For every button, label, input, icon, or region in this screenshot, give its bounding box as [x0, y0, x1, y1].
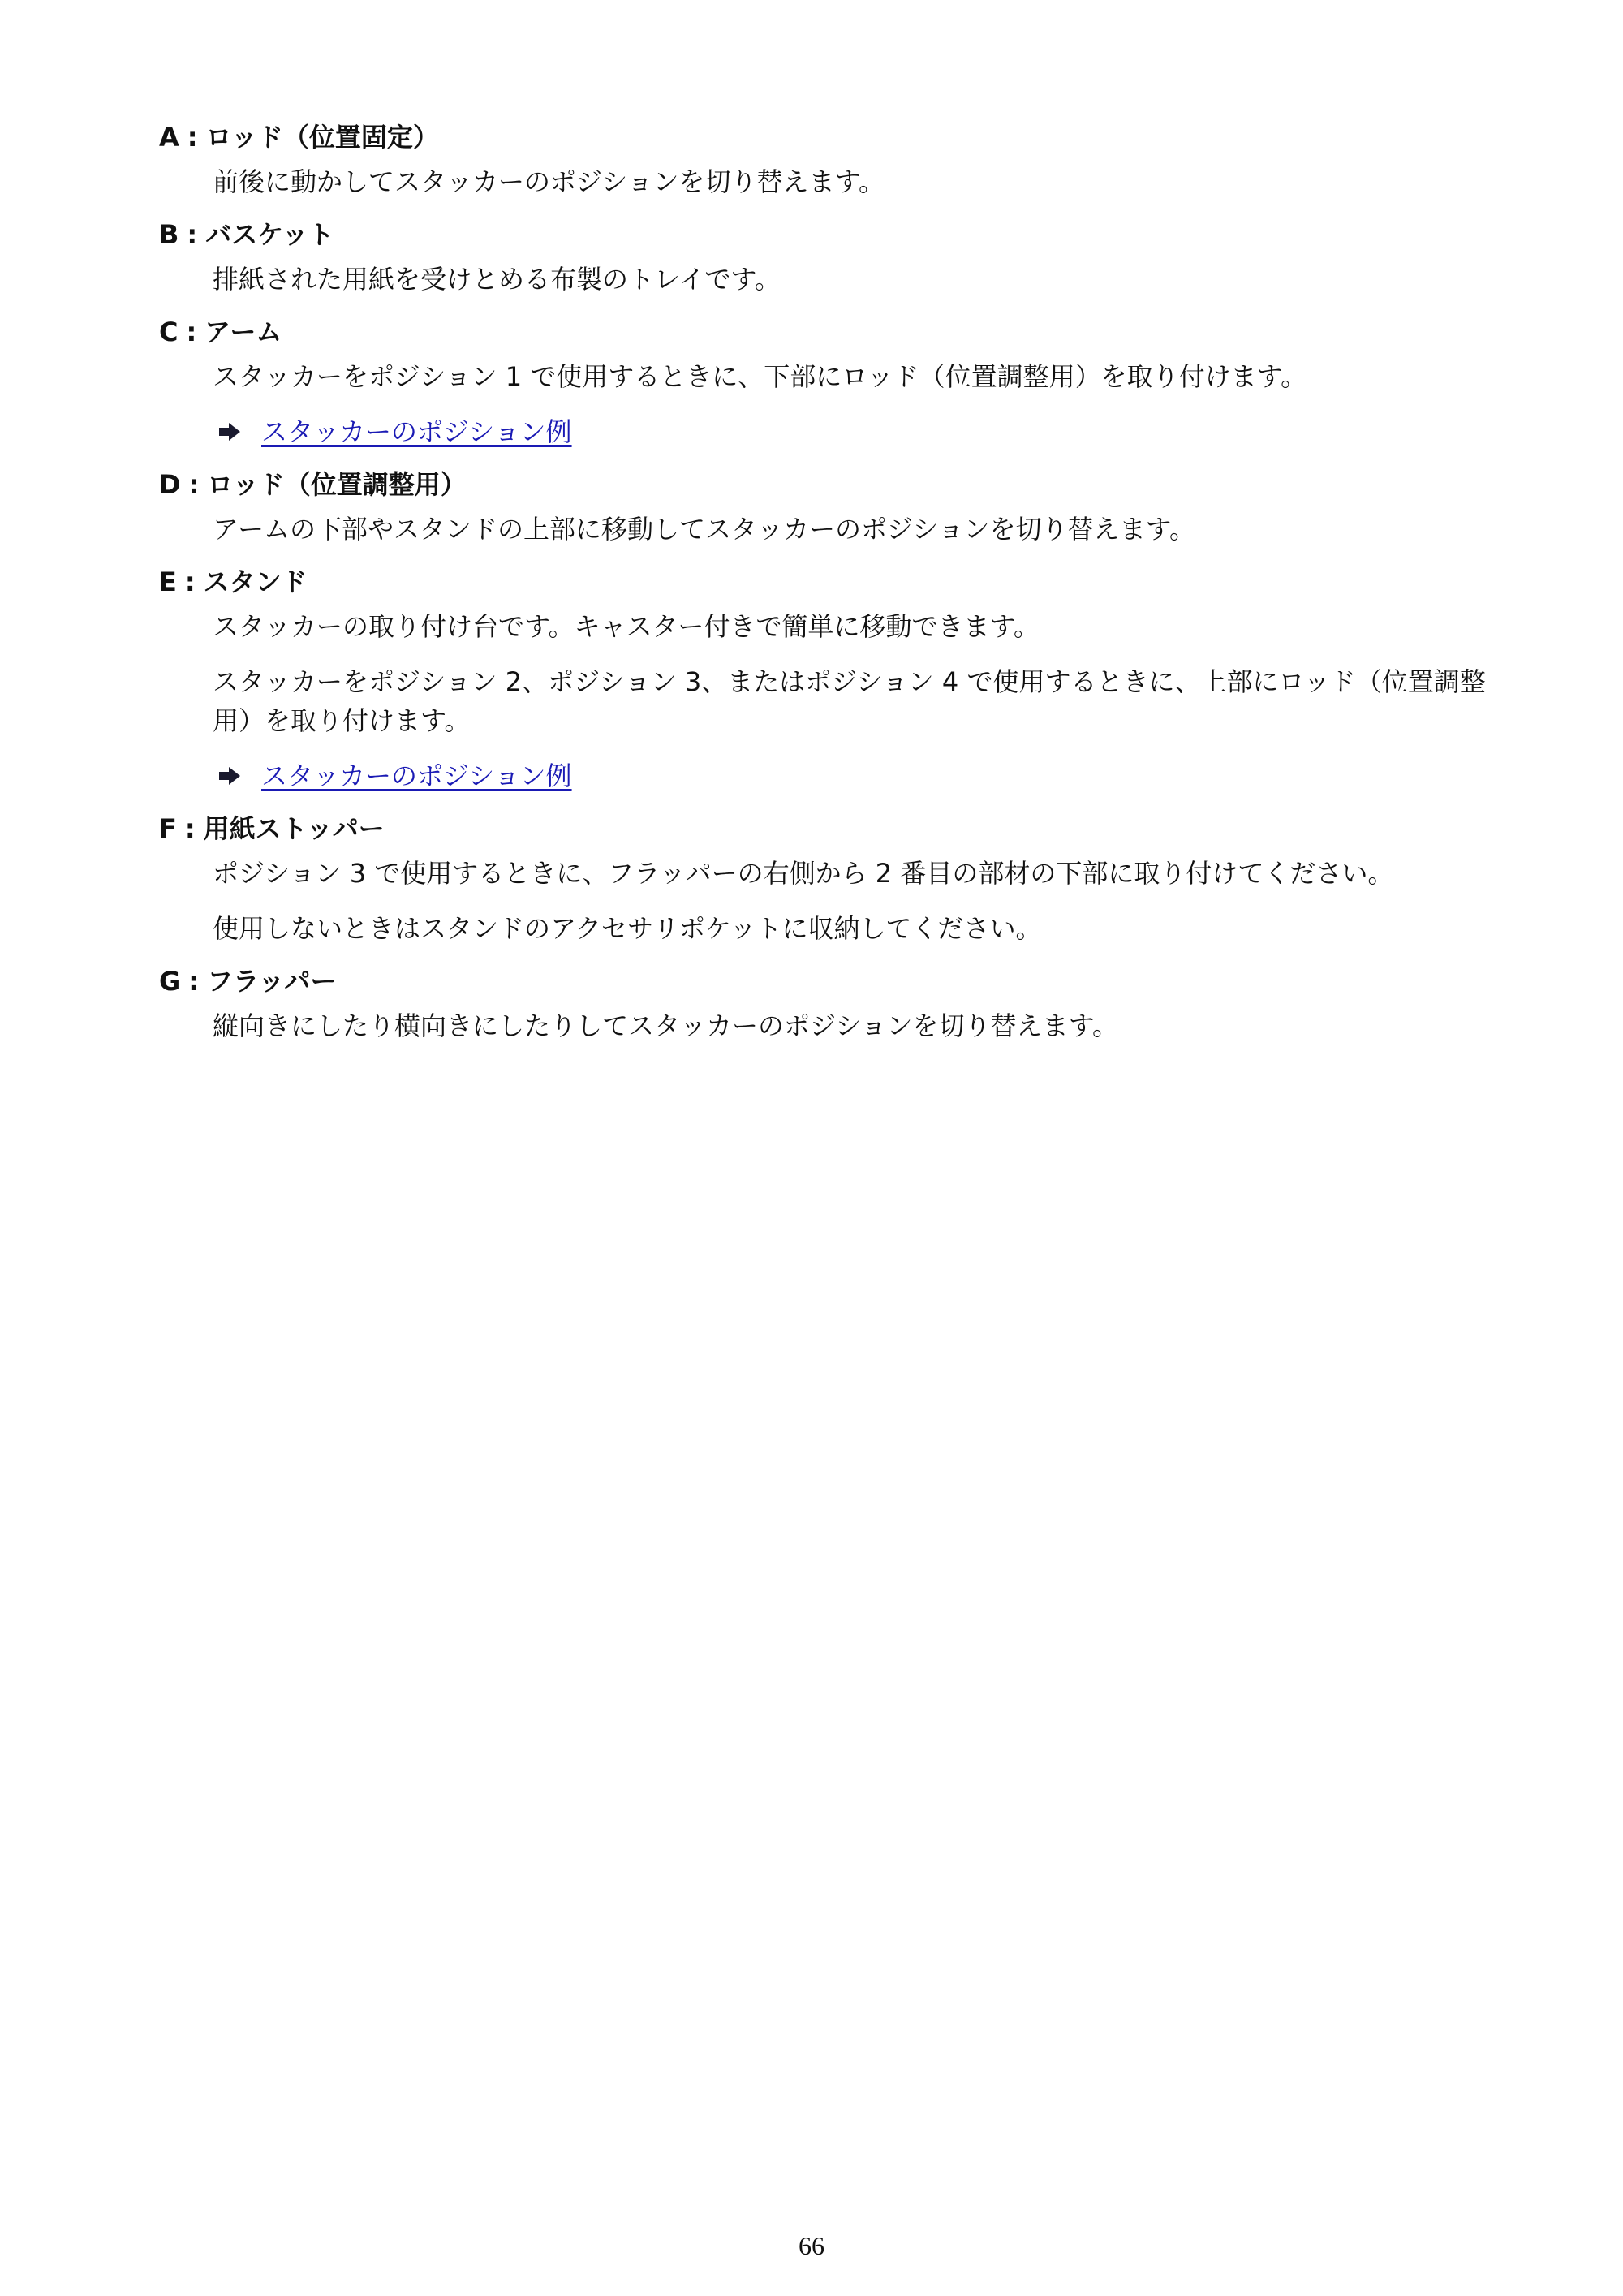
stacker-position-example-link[interactable]: スタッカーのポジション例	[261, 416, 572, 447]
entry-c	[159, 315, 1490, 451]
entry-heading	[159, 565, 1490, 599]
entry-separator: :	[186, 317, 197, 347]
entry-body	[213, 162, 1490, 201]
stacker-position-example-link[interactable]: スタッカーのポジション例	[261, 760, 572, 791]
entry-g	[159, 964, 1490, 1045]
entry-letter: D	[159, 469, 181, 500]
entry-title: ロッド（位置調整用）	[207, 469, 467, 500]
entry-body	[213, 607, 1490, 795]
entry-f	[159, 812, 1490, 948]
entry-body	[213, 854, 1490, 948]
entry-letter: A	[159, 122, 179, 153]
entry-letter: F	[159, 813, 177, 844]
entry-letter: C	[159, 317, 179, 347]
entry-description: ポジション 3 で使用するときに、フラッパーの右側から 2 番目の部材の下部に取り付けてください。	[213, 858, 1394, 889]
entry-heading	[159, 964, 1490, 998]
entry-description: 縦向きにしたり横向きにしたりしてスタッカーのポジションを切り替えます。	[213, 1010, 1119, 1041]
entry-separator: :	[184, 566, 196, 597]
entry-a	[159, 120, 1490, 201]
entry-title: スタンド	[203, 566, 308, 597]
entry-heading	[159, 812, 1490, 846]
entry-title: アーム	[204, 317, 282, 347]
entry-title: 用紙ストッパー	[203, 813, 385, 844]
entry-description: 排紙された用紙を受けとめる布製のトレイです。	[213, 264, 781, 295]
entry-separator: :	[188, 469, 200, 500]
entry-description: スタッカーをポジション 1 で使用するときに、下部にロッド（位置調整用）を取り付けます。	[213, 361, 1307, 392]
entry-letter: G	[159, 966, 181, 997]
entry-b	[159, 218, 1490, 299]
entry-description: アームの下部やスタンドの上部に移動してスタッカーのポジションを切り替えます。	[213, 514, 1196, 545]
arrow-right-icon	[219, 767, 240, 785]
entry-letter: E	[159, 566, 177, 597]
entry-body	[213, 1006, 1490, 1045]
entry-separator: :	[184, 813, 196, 844]
reference-link-row	[213, 412, 1490, 451]
reference-link-row	[213, 756, 1490, 795]
entry-heading	[159, 315, 1490, 349]
entry-separator: :	[187, 122, 198, 153]
entry-heading	[159, 218, 1490, 252]
entry-description: 使用しないときはスタンドのアクセサリポケットに収納してください。	[213, 913, 1042, 944]
entry-body	[213, 510, 1490, 549]
page-number: 66	[799, 2231, 824, 2260]
entry-body	[213, 357, 1490, 451]
entry-description: スタッカーの取り付け台です。キャスター付きで簡単に移動できます。	[213, 611, 1040, 642]
entry-body	[213, 260, 1490, 299]
entry-d	[159, 467, 1490, 549]
entry-title: ロッド（位置固定）	[205, 122, 439, 153]
entry-separator: :	[188, 966, 200, 997]
arrow-right-icon	[219, 423, 240, 441]
entry-title: バスケット	[205, 219, 334, 250]
entry-heading	[159, 467, 1490, 502]
entry-heading	[159, 120, 1490, 154]
page-content	[159, 120, 1490, 1062]
entry-letter: B	[159, 219, 179, 250]
entry-description: 前後に動かしてスタッカーのポジションを切り替えます。	[213, 166, 885, 197]
entry-separator: :	[187, 219, 198, 250]
entry-description: スタッカーをポジション 2、ポジション 3、またはポジション 4 で使用するときに、上部にロッド（位置調整用）を取り付けます。	[213, 666, 1486, 736]
entry-title: フラッパー	[207, 966, 337, 997]
entry-e	[159, 565, 1490, 795]
